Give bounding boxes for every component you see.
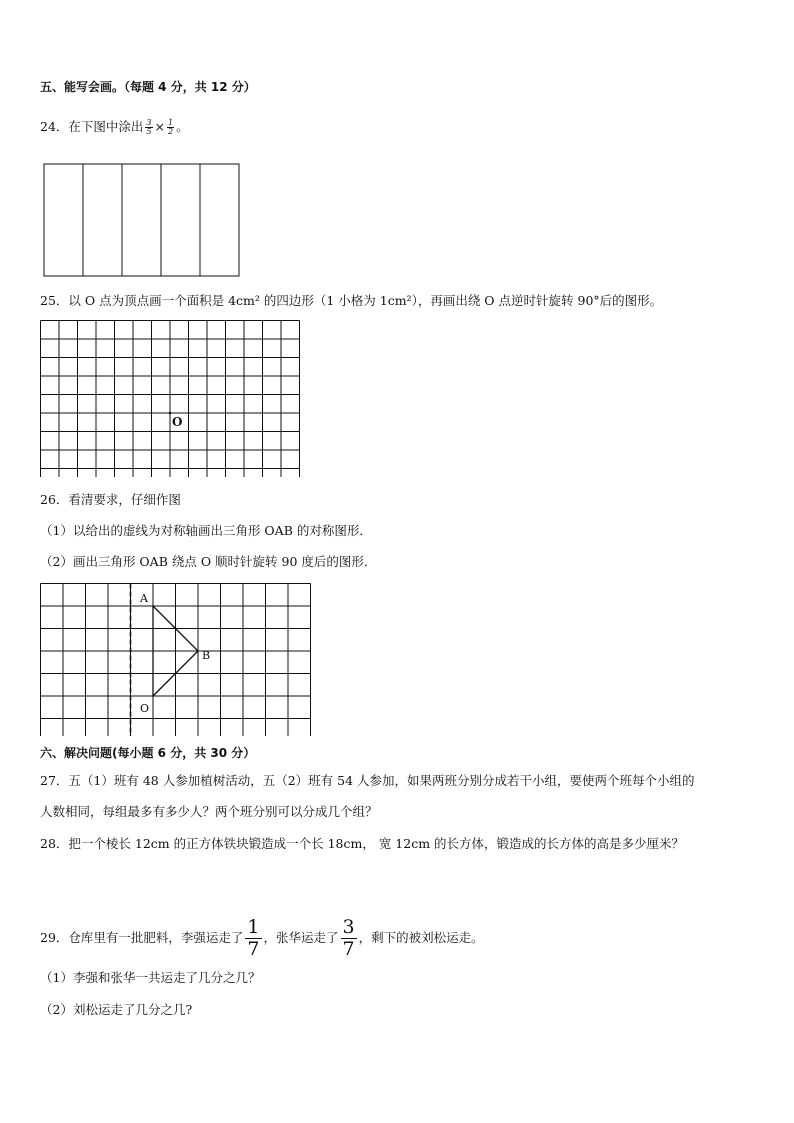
rectangle-strip [44,164,83,276]
question-25: 25．以 O 点为顶点画一个面积是 4cm² 的四边形（1 小格为 1cm²），再画出绕 O 点逆时针旋转 90°后的图形。 [40,293,663,308]
fraction-one-half [167,119,174,136]
vertex-a-label: A [140,592,148,605]
fraction-denominator: 5 [146,127,152,136]
question-29-part-1: （1）李强和张华一共运走了几分之几？ [40,970,261,985]
point-o-label: O [172,415,183,429]
fraction-numerator: 1 [167,118,174,127]
question-24 [40,117,189,136]
question-26-title: 26．看清要求，仔细作图 [40,492,181,507]
fraction-three-fifths [145,119,152,136]
vertex-b-label: B [202,649,211,662]
rectangle-strip [83,164,122,276]
question-29-part-2: （2）刘松运走了几分之几? [40,1002,193,1017]
question-29 [40,918,484,959]
grid-25[interactable] [39,319,301,477]
fraction-numerator: 3 [342,916,355,938]
question-29-suffix: ，剩下的被刘松运走。 [358,930,484,945]
question-24-prefix: 24．在下图中涂出 [40,119,144,134]
rectangle-strip [122,164,161,276]
vertex-o-label: O [140,702,150,715]
rectangle-strip [200,164,239,276]
question-27-line-2: 人数相同，每组最多有多少人？两个班分别可以分成几个组？ [40,804,378,819]
question-26-part-2: （2）画出三角形 OAB 绕点 O 顺时针旋转 90 度后的图形． [40,554,377,569]
fraction-one-seventh [245,918,261,959]
fraction-numerator: 3 [146,118,152,127]
question-28: 28．把一个棱长 12cm 的正方体铁块锻造成一个长 18cm， 宽 12cm 的长方体，锻造成的长方体的高是多少厘米？ [40,836,685,851]
fraction-denominator: 7 [342,938,355,960]
fraction-three-sevenths [341,918,357,959]
shading-rectangle[interactable] [43,163,243,279]
question-26-part-1: （1）以给出的虚线为对称轴画出三角形 OAB 的对称图形． [40,523,372,538]
fraction-numerator: 1 [247,916,260,938]
point-o [169,412,172,415]
question-29-middle: ，张华运走了 [263,930,339,945]
question-27-line-1: 27．五（1）班有 48 人参加植树活动，五（2）班有 54 人参加，如果两班分别分成若干小组，要使两个班每个小组的 [40,773,695,788]
section-6-title: 六、解决问题(每小题 6 分，共 30 分） [40,746,256,760]
fraction-denominator: 2 [167,127,174,136]
question-29-prefix: 29．仓库里有一批肥料，李强运走了 [40,930,244,945]
question-24-suffix: 。 [176,119,189,134]
section-5-title: 五、能写会画。（每题 4 分，共 12 分） [40,80,256,94]
grid-26[interactable] [39,582,313,736]
fraction-denominator: 7 [247,938,260,960]
rectangle-strip [161,164,200,276]
times-sign: × [154,119,165,134]
